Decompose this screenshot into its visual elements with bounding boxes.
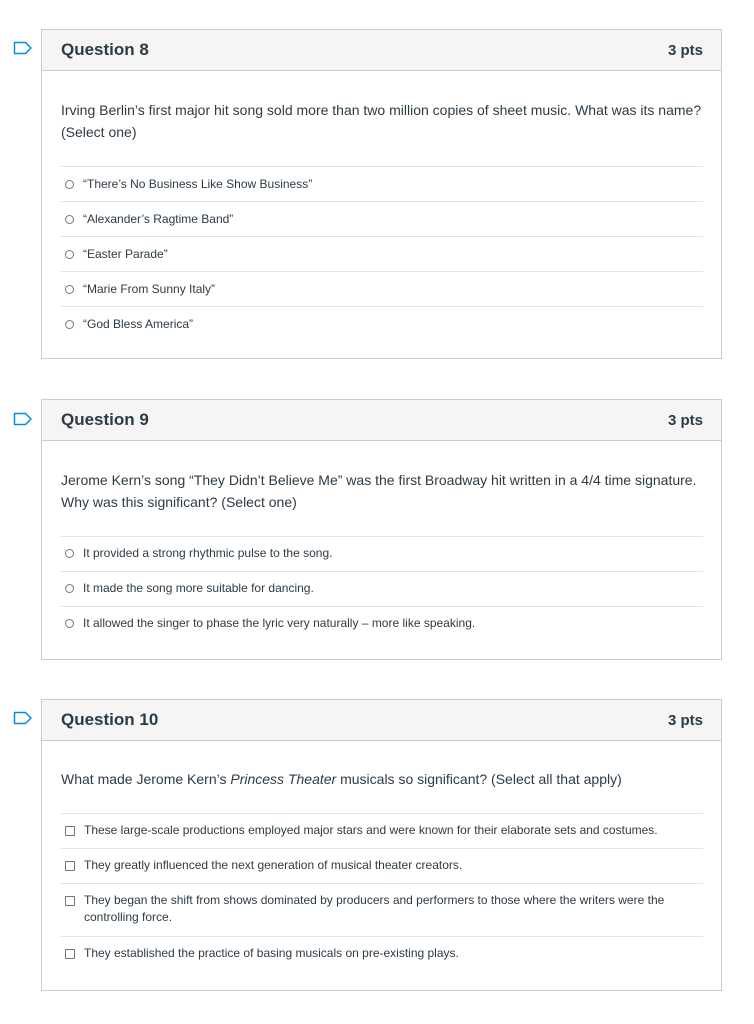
answer-label: “Easter Parade” bbox=[83, 247, 168, 261]
answer-list bbox=[61, 166, 703, 341]
answer-label: They greatly influenced the next generation of musical theater creators. bbox=[84, 858, 463, 872]
question-header bbox=[42, 400, 721, 441]
answer-label: It provided a strong rhythmic pulse to the song. bbox=[83, 546, 333, 560]
checkbox[interactable] bbox=[65, 896, 75, 906]
answer-label: It made the song more suitable for dancing. bbox=[83, 581, 314, 595]
question-header bbox=[42, 30, 721, 71]
answer-option[interactable] bbox=[61, 936, 703, 971]
question-header bbox=[42, 700, 721, 741]
question-card bbox=[41, 29, 722, 359]
radio-button[interactable] bbox=[65, 619, 74, 628]
question-points: 3 pts bbox=[667, 411, 703, 429]
question-text bbox=[61, 741, 703, 813]
answer-label: “Alexander’s Ragtime Band” bbox=[83, 212, 234, 226]
checkbox[interactable] bbox=[65, 826, 75, 836]
radio-button[interactable] bbox=[65, 584, 74, 593]
flag-question-icon[interactable] bbox=[13, 412, 33, 426]
answer-option[interactable] bbox=[61, 306, 703, 341]
radio-button[interactable] bbox=[65, 549, 74, 558]
question-title: Question 9 bbox=[61, 410, 149, 429]
answer-option[interactable] bbox=[61, 166, 703, 201]
answer-option[interactable] bbox=[61, 606, 703, 641]
answer-option[interactable] bbox=[61, 883, 703, 936]
radio-button[interactable] bbox=[65, 320, 74, 329]
flag-question-icon[interactable] bbox=[13, 41, 33, 55]
flag-question-icon[interactable] bbox=[13, 711, 33, 725]
answer-label: These large-scale productions employed major stars and were known for their elaborate sets and costumes. bbox=[84, 823, 658, 837]
radio-button[interactable] bbox=[65, 250, 74, 259]
question-text-start: What made Jerome Kern’s bbox=[61, 771, 231, 787]
question-title: Question 8 bbox=[61, 40, 149, 59]
radio-button[interactable] bbox=[65, 180, 74, 189]
answer-label: They began the shift from shows dominated by producers and performers to those where the writers were the controlling force. bbox=[84, 893, 665, 924]
answer-option[interactable] bbox=[61, 236, 703, 271]
question-card bbox=[41, 699, 722, 991]
question-title: Question 10 bbox=[61, 710, 159, 729]
radio-button[interactable] bbox=[65, 215, 74, 224]
checkbox[interactable] bbox=[65, 949, 75, 959]
answer-option[interactable] bbox=[61, 536, 703, 571]
question-card bbox=[41, 399, 722, 660]
radio-button[interactable] bbox=[65, 285, 74, 294]
question-text-end: musicals so significant? (Select all that apply) bbox=[336, 771, 622, 787]
answer-list bbox=[61, 536, 703, 641]
answer-list bbox=[61, 813, 703, 971]
answer-option[interactable] bbox=[61, 271, 703, 306]
answer-option[interactable] bbox=[61, 848, 703, 883]
answer-label: “God Bless America” bbox=[83, 317, 194, 331]
question-text: Jerome Kern’s song “They Didn’t Believe Me” was the first Broadway hit written in a 4/4 time signature. Why was this significant? (Select one) bbox=[61, 472, 697, 510]
answer-option[interactable] bbox=[61, 571, 703, 606]
checkbox[interactable] bbox=[65, 861, 75, 871]
answer-label: “There’s No Business Like Show Business” bbox=[83, 177, 313, 191]
answer-label: “Marie From Sunny Italy” bbox=[83, 282, 216, 296]
answer-label: It allowed the singer to phase the lyric very naturally – more like speaking. bbox=[83, 616, 476, 630]
answer-option[interactable] bbox=[61, 813, 703, 848]
question-text: Irving Berlin’s first major hit song sold more than two million copies of sheet music. What was its name? (Select one) bbox=[61, 102, 702, 140]
question-points: 3 pts bbox=[667, 711, 703, 729]
answer-label: They established the practice of basing musicals on pre-existing plays. bbox=[84, 946, 459, 960]
answer-option[interactable] bbox=[61, 201, 703, 236]
question-points: 3 pts bbox=[667, 41, 703, 59]
question-text-italic: Princess Theater bbox=[230, 771, 337, 787]
